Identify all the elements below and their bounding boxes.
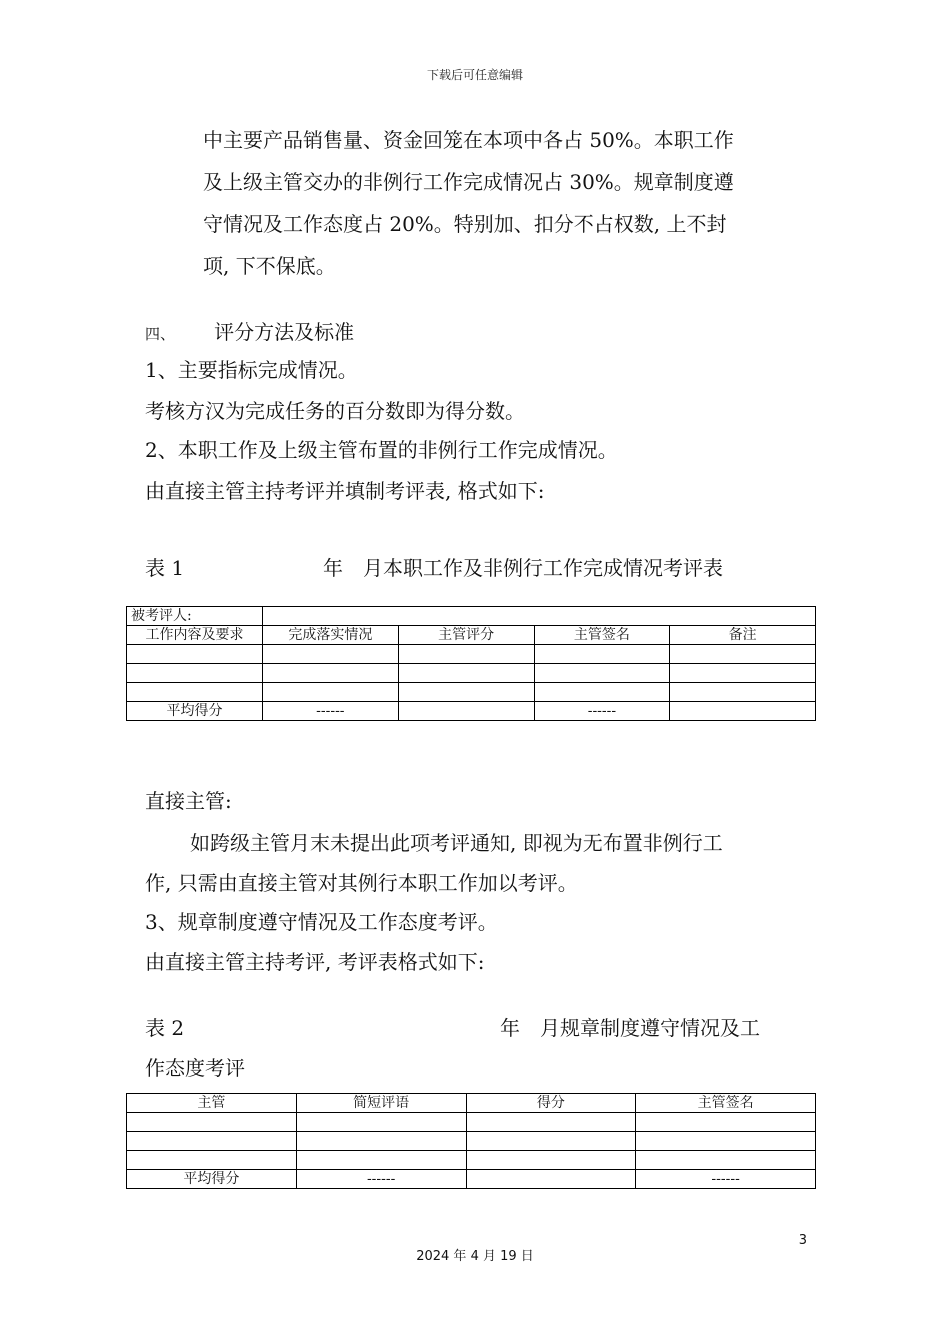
table-cell[interactable] [296,1113,466,1132]
table-row [127,1151,816,1170]
table-cell[interactable] [262,664,398,683]
table-cell[interactable] [636,1113,816,1132]
page-header: 下载后可任意编辑 [426,68,523,82]
table2 [126,1093,816,1189]
table-cell[interactable] [127,1151,297,1170]
avg-label: 平均得分 [127,702,263,721]
table2-title-continued: 作态度考评 [145,1056,245,1080]
intro-line: 及上级主管交办的非例行工作完成情况占 30%。规章制度遵 [203,170,734,194]
avg-cell[interactable] [466,1170,636,1189]
table-cell[interactable] [262,683,398,702]
table-cell[interactable] [466,1132,636,1151]
avg-cell: ------ [296,1170,466,1189]
table2-title: 年 月规章制度遵守情况及工 [500,1016,760,1040]
table-header-row [127,626,816,645]
avg-cell[interactable] [398,702,534,721]
table-header-row [127,1094,816,1113]
column-header: 主管签名 [534,626,670,645]
table-row [127,607,816,626]
item2-text: 由直接主管主持考评并填制考评表, 格式如下: [145,479,545,503]
section-number: 四、 [145,325,176,343]
table1 [126,606,816,721]
table2-label: 表 2 [145,1016,185,1040]
column-header: 完成落实情况 [262,626,398,645]
column-header: 简短评语 [296,1094,466,1113]
table-cell[interactable] [127,1132,297,1151]
item1-text: 考核方汉为完成任务的百分数即为得分数。 [145,399,525,423]
column-header: 主管评分 [398,626,534,645]
table1-label: 表 1 [145,556,185,580]
avg-label: 平均得分 [127,1170,297,1189]
table1-title: 年 月本职工作及非例行工作完成情况考评表 [323,556,723,580]
table-cell[interactable] [466,1113,636,1132]
note-line: 作, 只需由直接主管对其例行本职工作加以考评。 [145,871,578,895]
table-row [127,1132,816,1151]
item2-title: 2、本职工作及上级主管布置的非例行工作完成情况。 [145,438,618,462]
avg-cell: ------ [262,702,398,721]
table-cell[interactable] [534,645,670,664]
intro-line: 守情况及工作态度占 20%。特别加、扣分不占权数, 上不封 [203,212,727,236]
table-row [127,683,816,702]
table-cell[interactable] [262,645,398,664]
table-cell[interactable] [636,1132,816,1151]
column-header: 主管 [127,1094,297,1113]
table-row [127,645,816,664]
avg-cell[interactable] [670,702,816,721]
footer-date: 2024 年 4 月 19 日 [416,1249,534,1264]
column-header: 工作内容及要求 [127,626,263,645]
table-cell[interactable] [670,664,816,683]
intro-line: 项, 下不保底。 [203,254,336,278]
table-cell[interactable] [398,664,534,683]
table-cell[interactable] [127,683,263,702]
table-cell[interactable] [398,645,534,664]
table-row [127,664,816,683]
column-header: 主管签名 [636,1094,816,1113]
table-avg-row [127,1170,816,1189]
avg-cell: ------ [636,1170,816,1189]
table-cell[interactable] [127,1113,297,1132]
section-heading [145,316,354,345]
column-header: 备注 [670,626,816,645]
avg-cell: ------ [534,702,670,721]
table-cell[interactable] [636,1151,816,1170]
table-cell[interactable] [534,664,670,683]
table-cell[interactable] [534,683,670,702]
table-cell[interactable] [127,664,263,683]
table-cell[interactable] [670,645,816,664]
table-cell[interactable] [296,1151,466,1170]
column-header: 得分 [466,1094,636,1113]
item1-title: 1、主要指标完成情况。 [145,358,358,382]
section-title: 评分方法及标准 [214,320,355,344]
item3-title: 3、规章制度遵守情况及工作态度考评。 [145,910,498,934]
item3-text: 由直接主管主持考评, 考评表格式如下: [145,950,485,974]
page-number: 3 [798,1233,807,1248]
intro-line: 中主要产品销售量、资金回笼在本项中各占 50%。本职工作 [203,128,734,152]
table-row [127,1113,816,1132]
table-cell[interactable] [670,683,816,702]
evaluatee-label: 被考评人: [127,607,263,626]
table-avg-row [127,702,816,721]
table-cell[interactable] [466,1151,636,1170]
table-cell[interactable] [398,683,534,702]
direct-supervisor-label: 直接主管: [145,789,232,813]
table-cell[interactable] [296,1132,466,1151]
note-line: 如跨级主管月末未提出此项考评通知, 即视为无布置非例行工 [190,831,723,855]
evaluatee-value[interactable] [262,607,815,626]
table-cell[interactable] [127,645,263,664]
